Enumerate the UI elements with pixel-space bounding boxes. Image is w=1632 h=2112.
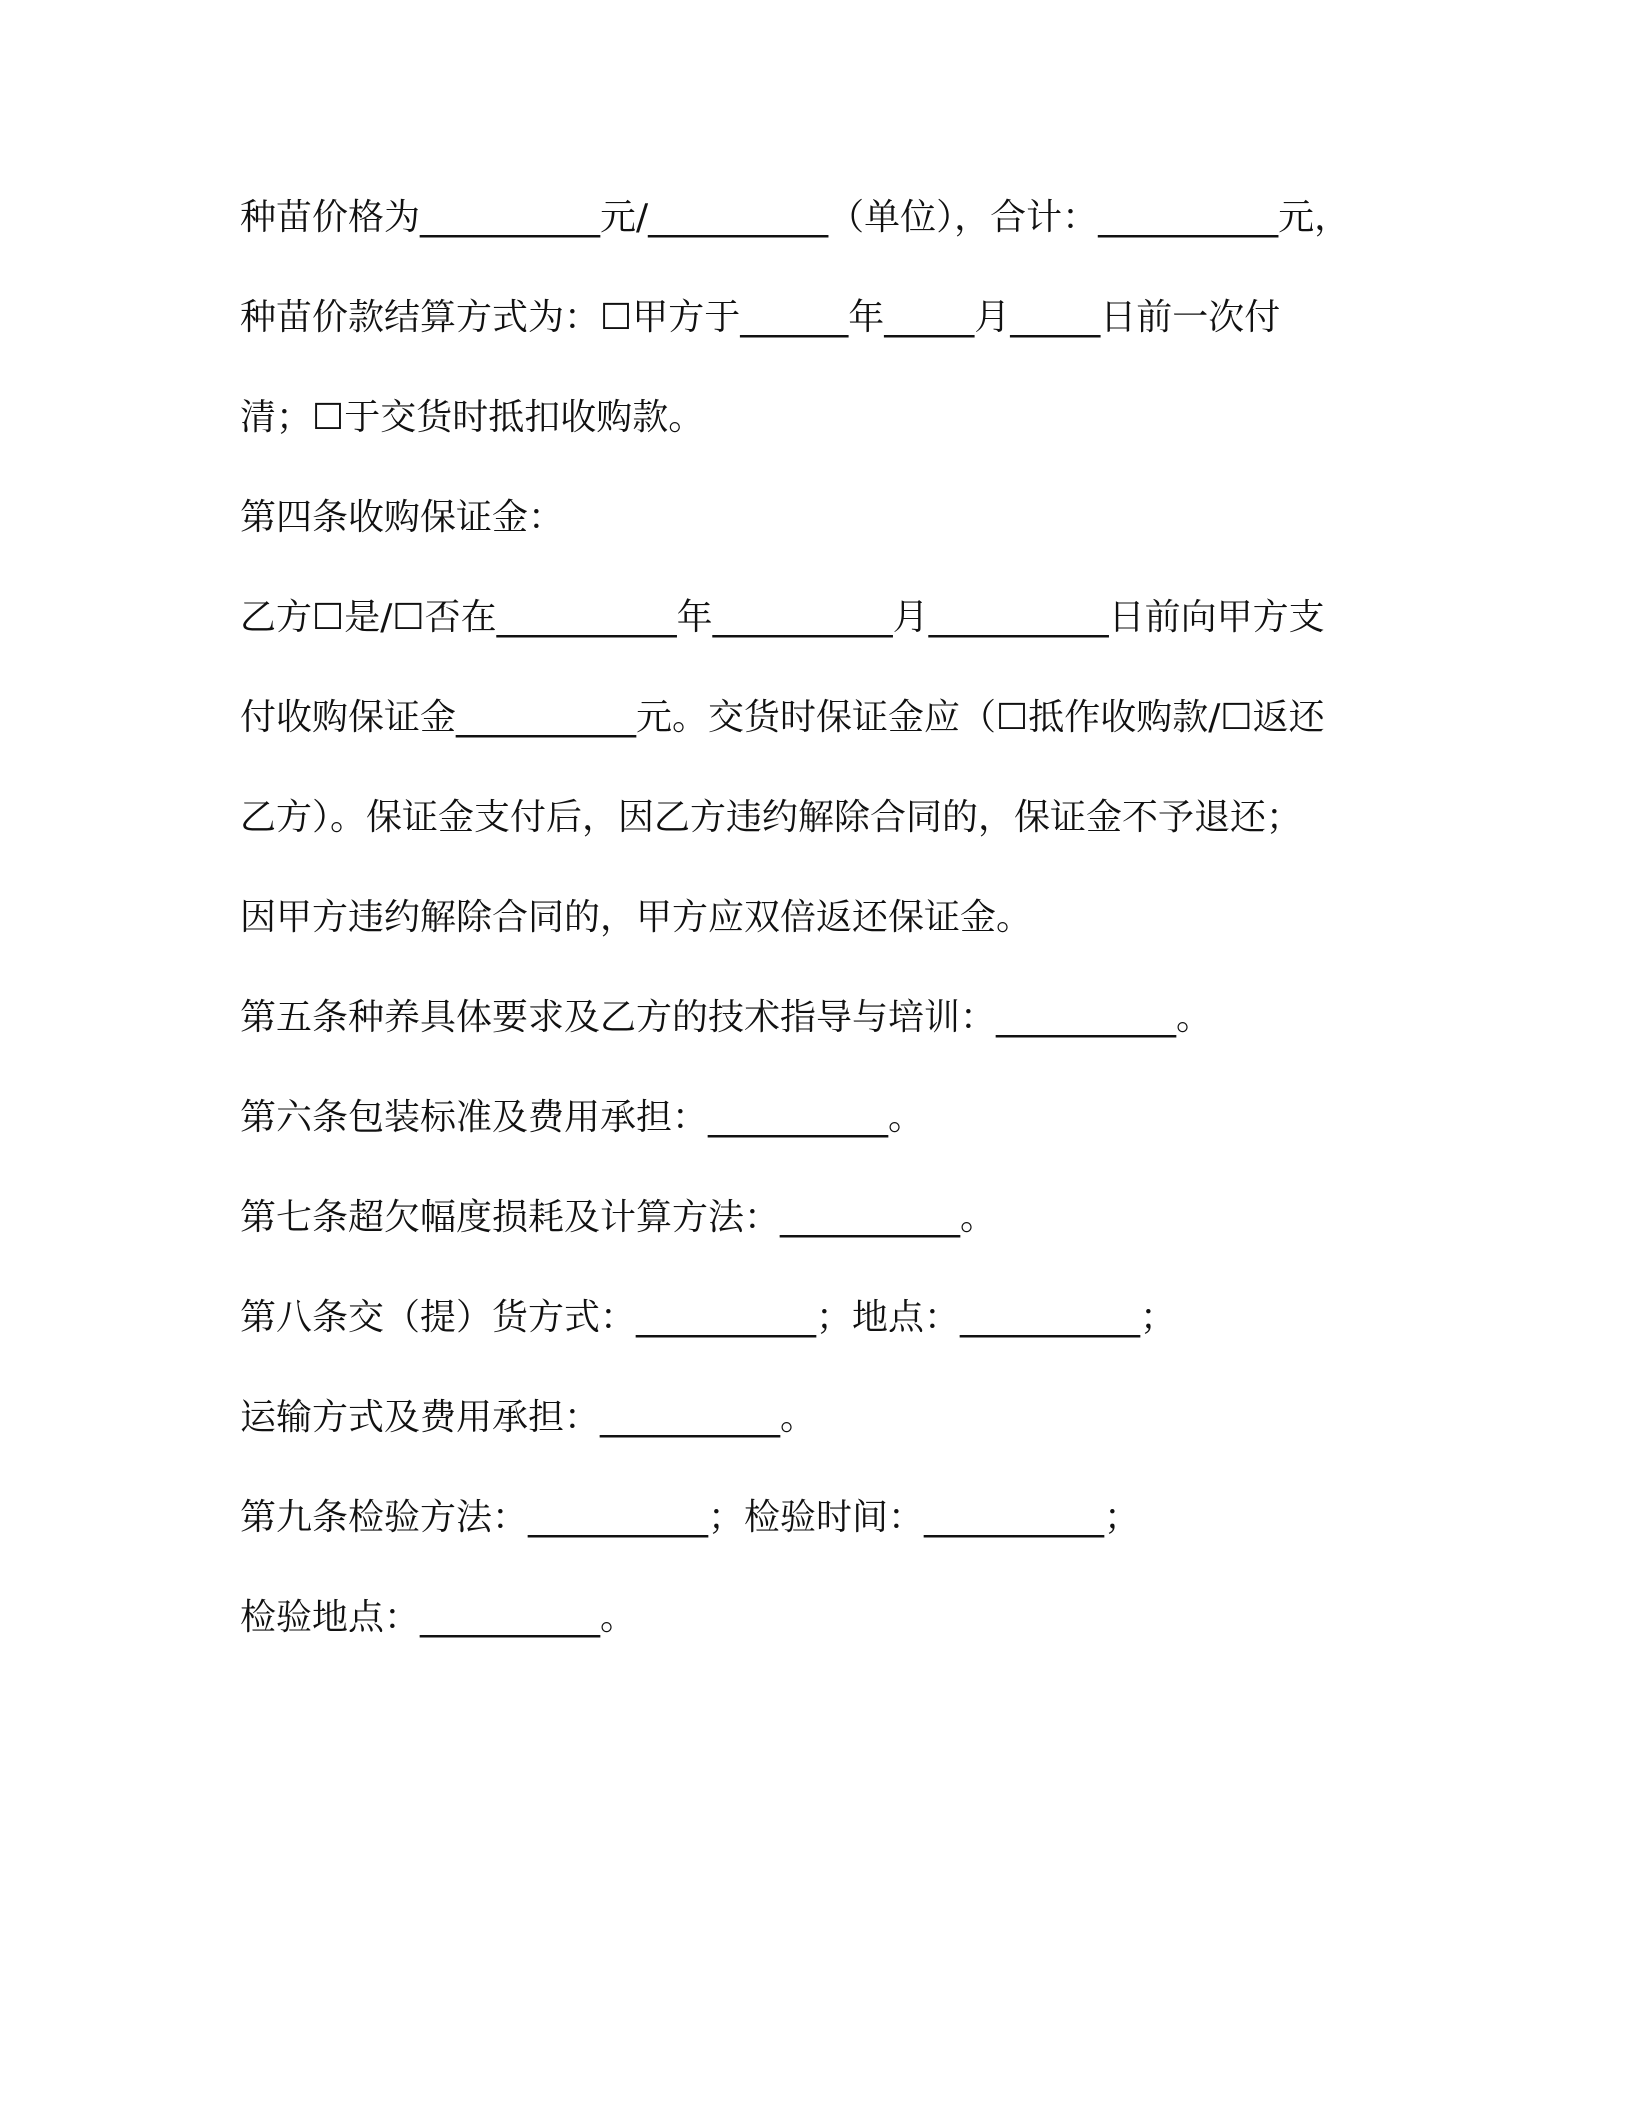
deposit-line: 乙方☐是/☐否在__________年__________月__________日前向甲方支	[240, 597, 1325, 638]
settlement-method-continued-line: 清；☐于交货时抵扣收购款。	[240, 397, 705, 438]
transport-line: 运输方式及费用承担：__________。	[240, 1397, 817, 1438]
deposit-refund-line: 乙方）。保证金支付后，因乙方违约解除合同的，保证金不予退还；	[240, 797, 1303, 838]
article-eight-line: 第八条交（提）货方式：__________；地点：__________；	[240, 1297, 1177, 1338]
article-seven-line: 第七条超欠幅度损耗及计算方法：__________。	[240, 1197, 997, 1238]
deposit-amount-line: 付收购保证金__________元。交货时保证金应（☐抵作收购款/☐返还	[240, 697, 1325, 738]
article-nine-line: 第九条检验方法：__________；检验时间：__________；	[240, 1497, 1141, 1538]
settlement-method-line: 种苗价款结算方式为：☐甲方于______年_____月_____日前一次付	[240, 297, 1281, 338]
deposit-double-return-line: 因甲方违约解除合同的，甲方应双倍返还保证金。	[240, 897, 1033, 938]
price-line: 种苗价格为__________元/__________（单位），合计：__________元，	[240, 197, 1351, 238]
inspection-location-line: 检验地点：__________。	[240, 1597, 637, 1638]
article-four-heading: 第四条收购保证金：	[240, 497, 565, 538]
article-six-line: 第六条包装标准及费用承担：__________。	[240, 1097, 925, 1138]
article-five-line: 第五条种养具体要求及乙方的技术指导与培训：__________。	[240, 997, 1213, 1038]
